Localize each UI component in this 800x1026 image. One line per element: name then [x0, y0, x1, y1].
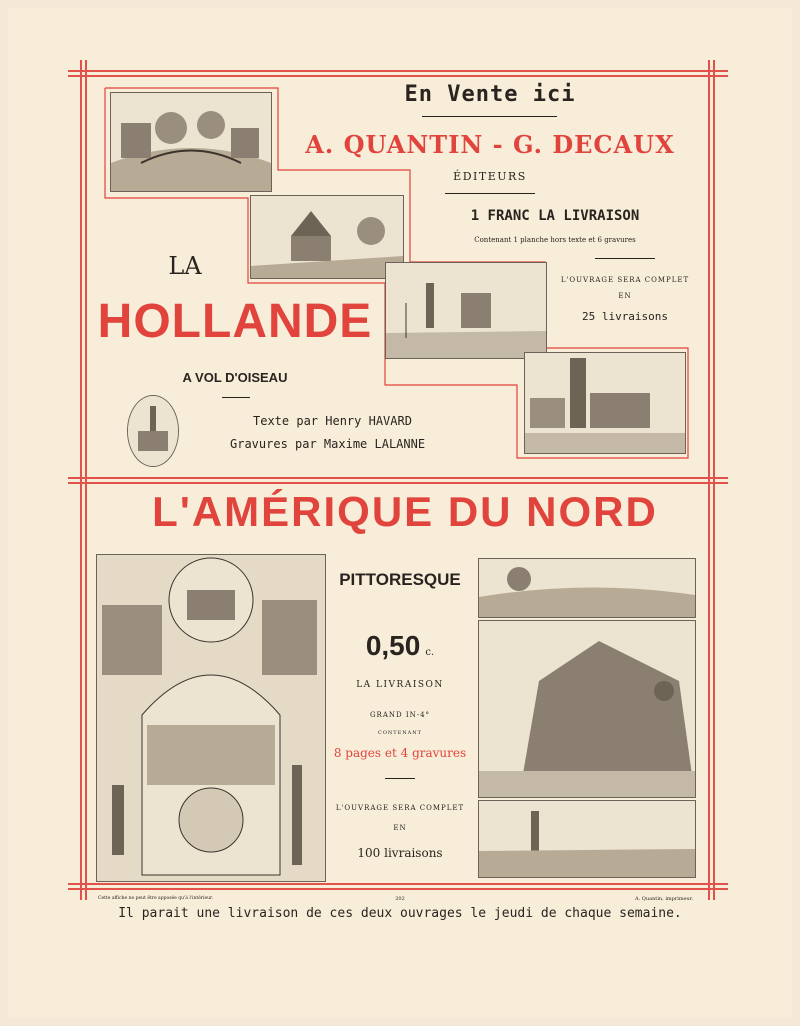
hollande-title: HOLLANDE [97, 295, 373, 348]
engraving-river-landscape [478, 558, 696, 618]
hollande-engravings-by: Gravures par Maxime LALANNE [230, 437, 426, 451]
footer-bottom-line: Il parait une livraison de ces deux ouvrages le jeudi de chaque semaine. [118, 906, 682, 921]
hollande-subtitle: A VOL D'OISEAU [182, 370, 288, 385]
amerique-complete-line: L'OUVRAGE SERA COMPLET [335, 804, 465, 812]
amerique-pages: 8 pages et 4 gravures [333, 746, 467, 760]
price-line: 1 FRANC LA LIVRAISON [470, 208, 640, 224]
amerique-price-unit: c. [425, 647, 435, 658]
amerique-contenant: CONTENANT [378, 730, 422, 736]
amerique-livraisons: 100 livraisons [357, 846, 443, 860]
frame-bottom-rule-2 [68, 888, 728, 890]
engraving-weigh-house [250, 195, 404, 279]
engraving-sea-cliff [478, 620, 696, 798]
engraving-oval-church [127, 395, 179, 467]
contents-line: Contenant 1 planche hors texte et 6 gravures [474, 236, 636, 244]
engraving-canal-bridge [110, 92, 272, 192]
en-vente-underline [422, 116, 557, 117]
frame-bottom-rule-1 [68, 883, 728, 885]
hollande-la: LA [168, 252, 202, 280]
amerique-format: GRAND IN-4° [369, 711, 431, 719]
amerique-price-value: 0,50 [365, 630, 421, 661]
engraving-boston-montage [96, 554, 326, 882]
contents-ornament [595, 258, 655, 259]
hollande-en-label: EN [618, 292, 632, 300]
hollande-complete-line: L'OUVRAGE SERA COMPLET [560, 276, 690, 284]
amerique-title: L'AMÉRIQUE DU NORD [152, 488, 658, 535]
hollande-subtitle-ornament [222, 397, 250, 398]
en-vente-heading: En Vente ici [404, 82, 576, 107]
engraving-cathedral-square [524, 352, 686, 454]
hollande-livraisons: 25 livraisons [581, 310, 669, 323]
engraving-harbour-skyline [385, 262, 547, 359]
footer-right-note: A. Quantin, imprimeur. [635, 896, 694, 902]
amerique-en-label: EN [393, 824, 407, 832]
engraving-lighthouse [478, 800, 696, 878]
amerique-price [340, 630, 460, 662]
footer-left-note: Cette affiche ne peut être apposée qu'à l'intérieur. [98, 896, 214, 901]
footer-center-note: 202 [395, 896, 405, 902]
pittoresque-label: PITTORESQUE [339, 570, 461, 589]
hollande-text-by: Texte par Henry HAVARD [253, 414, 412, 428]
editeurs-label: ÉDITEURS [453, 170, 527, 183]
publishers-heading: A. QUANTIN - G. DECAUX [305, 130, 675, 159]
frame-middle-rule-2 [68, 482, 728, 484]
amerique-pages-ornament [385, 778, 415, 779]
amerique-la-livraison: LA LIVRAISON [356, 680, 444, 690]
editeurs-ornament [445, 193, 535, 194]
